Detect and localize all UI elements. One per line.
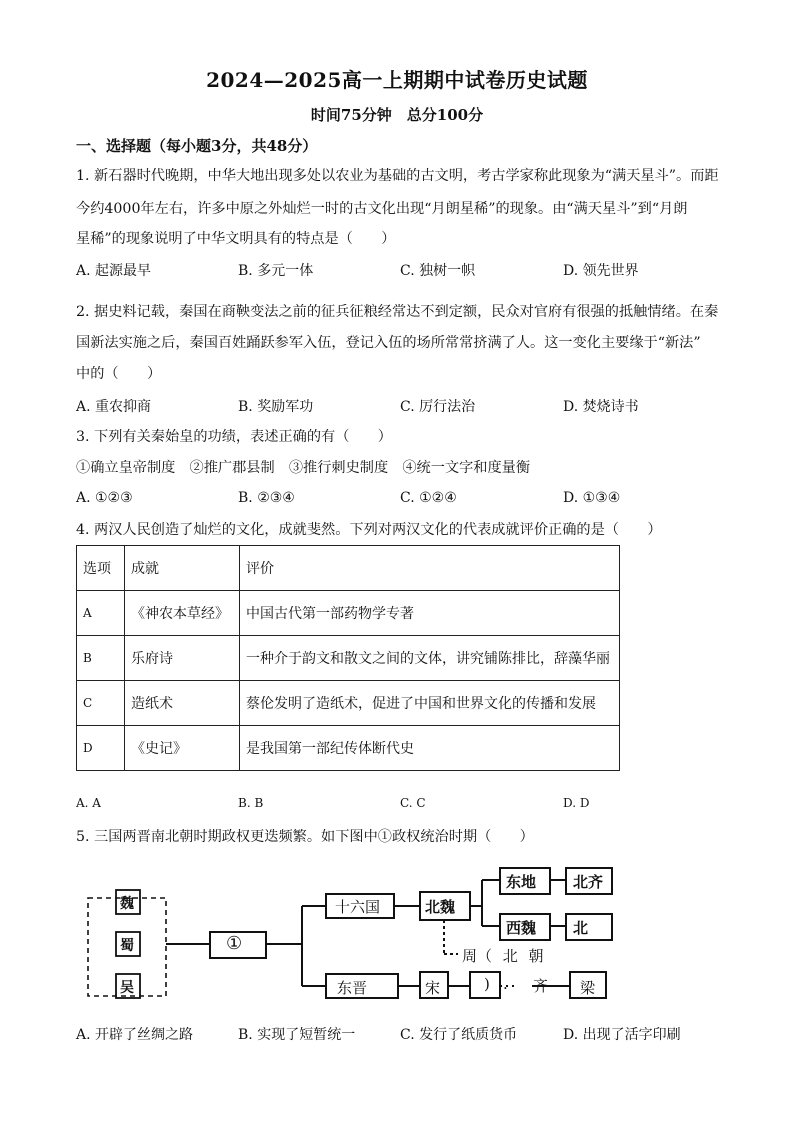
table-cell: 《史记》 (125, 726, 240, 771)
q3-option-d[interactable]: D. ①③④ (563, 490, 621, 506)
page-title: 2024—2025高一上期期中试卷历史试题 (206, 68, 588, 92)
table-cell: 中国古代第一部药物学专著 (240, 591, 620, 636)
table-cell: 造纸术 (125, 681, 240, 726)
node-liang: 梁 (580, 979, 596, 997)
node-dot: . (503, 975, 508, 993)
table-cell: 《神农本草经》 (125, 591, 240, 636)
node-qi: 齐 (533, 977, 549, 995)
q3-statements: ①确立皇帝制度 ②推广郡县制 ③推行刺史制度 ④统一文字和度量衡 (76, 460, 531, 476)
node-song: 宋 (425, 979, 441, 997)
table-cell: 一种介于韵文和散文之间的文体，讲究铺陈排比，辞藻华丽 (240, 636, 620, 681)
q2-line-2: 国新法实施之后，秦国百姓踊跃参军入伍，登记入伍的场所常常挤满了人。这一变化主要缘于“新法” (76, 335, 701, 351)
table-row (77, 591, 620, 636)
table-header-row (77, 546, 620, 591)
node-shu: 蜀 (120, 938, 134, 954)
q5-option-a[interactable]: A. 开辟了丝绸之路 (76, 1027, 194, 1043)
q1-line-2: 今约4000年左右，许多中原之外灿烂一时的古文化出现“月朗星稀”的现象。由“满天星斗”到“月朗 (76, 201, 688, 217)
q4-table (76, 545, 620, 771)
q2-option-b[interactable]: B. 奖励军功 (238, 399, 314, 415)
q4-stem: 4. 两汉人民创造了灿烂的文化，成就斐然。下列对两汉文化的代表成就评价正确的是（ ） (76, 522, 662, 538)
table-cell: B (77, 636, 125, 681)
q1-line-1: 1. 新石器时代晚期，中华大地出现多处以农业为基础的古文明，考古学家称此现象为“满天星斗”。而距 (76, 168, 719, 184)
table-cell: 是我国第一部纪传体断代史 (240, 726, 620, 771)
q5-option-d[interactable]: D. 出现了活字印刷 (563, 1027, 681, 1043)
q5-option-c[interactable]: C. 发行了纸质货币 (400, 1027, 518, 1043)
node-northern-qi: 北齐 (573, 873, 604, 891)
q2-line-1: 2. 据史料记载，秦国在商鞅变法之前的征兵征粮经常达不到定额，民众对官府有很强的抵触情绪。在秦 (76, 304, 719, 320)
q5-option-b[interactable]: B. 实现了短暂统一 (238, 1027, 356, 1043)
node-zhou-label: 周（ 北 朝 (462, 947, 544, 965)
table-cell: 乐府诗 (125, 636, 240, 681)
q1-option-c[interactable]: C. 独树一帜 (400, 263, 476, 279)
node-northern-wei: 北魏 (425, 898, 456, 916)
table-header: 选项 (77, 546, 125, 591)
node-wei: 魏 (120, 896, 134, 912)
q2-option-a[interactable]: A. 重农抑商 (76, 399, 152, 415)
q4-option-d[interactable]: D. D (563, 796, 590, 810)
table-cell: A (77, 591, 125, 636)
table-row (77, 726, 620, 771)
node-circle-1: ① (226, 933, 243, 954)
q1-option-a[interactable]: A. 起源最早 (76, 263, 152, 279)
q2-option-d[interactable]: D. 焚烧诗书 (563, 399, 639, 415)
q1-option-d[interactable]: D. 领先世界 (563, 263, 639, 279)
section-heading: 一、选择题（每小题3分，共48分） (76, 137, 318, 155)
q1-option-b[interactable]: B. 多元一体 (238, 263, 314, 279)
exam-info: 时间75分钟 总分100分 (310, 106, 484, 124)
q4-option-a[interactable]: A. A (76, 796, 101, 810)
q2-option-c[interactable]: C. 厉行法治 (400, 399, 476, 415)
node-paren: ) (484, 975, 490, 993)
q1-line-3: 星稀”的现象说明了中华文明具有的特点是（ ） (76, 231, 396, 247)
node-bei: 北 (573, 919, 589, 937)
node-sixteen-kingdoms: 十六国 (335, 898, 381, 916)
node-western-wei: 西魏 (506, 919, 537, 937)
q3-option-c[interactable]: C. ①②④ (400, 490, 457, 506)
node-wu: 吴 (120, 980, 134, 996)
node-eastern: 东地 (506, 873, 537, 891)
q3-option-b[interactable]: B. ②③④ (238, 490, 295, 506)
node-eastern-jin: 东晋 (337, 979, 368, 997)
table-cell: D (77, 726, 125, 771)
q2-line-3: 中的（ ） (76, 366, 162, 382)
table-header: 评价 (240, 546, 620, 591)
q3-stem: 3. 下列有关秦始皇的功绩，表述正确的有（ ） (76, 429, 392, 445)
table-row (77, 681, 620, 726)
q3-option-a[interactable]: A. ①②③ (76, 490, 133, 506)
table-row (77, 636, 620, 681)
q5-stem: 5. 三国两晋南北朝时期政权更迭频繁。如下图中①政权统治时期（ ） (76, 829, 534, 845)
table-cell: C (77, 681, 125, 726)
table-header: 成就 (125, 546, 240, 591)
q4-option-c[interactable]: C. C (400, 796, 426, 810)
q4-option-b[interactable]: B. B (238, 796, 264, 810)
table-cell: 蔡伦发明了造纸术，促进了中国和世界文化的传播和发展 (240, 681, 620, 726)
